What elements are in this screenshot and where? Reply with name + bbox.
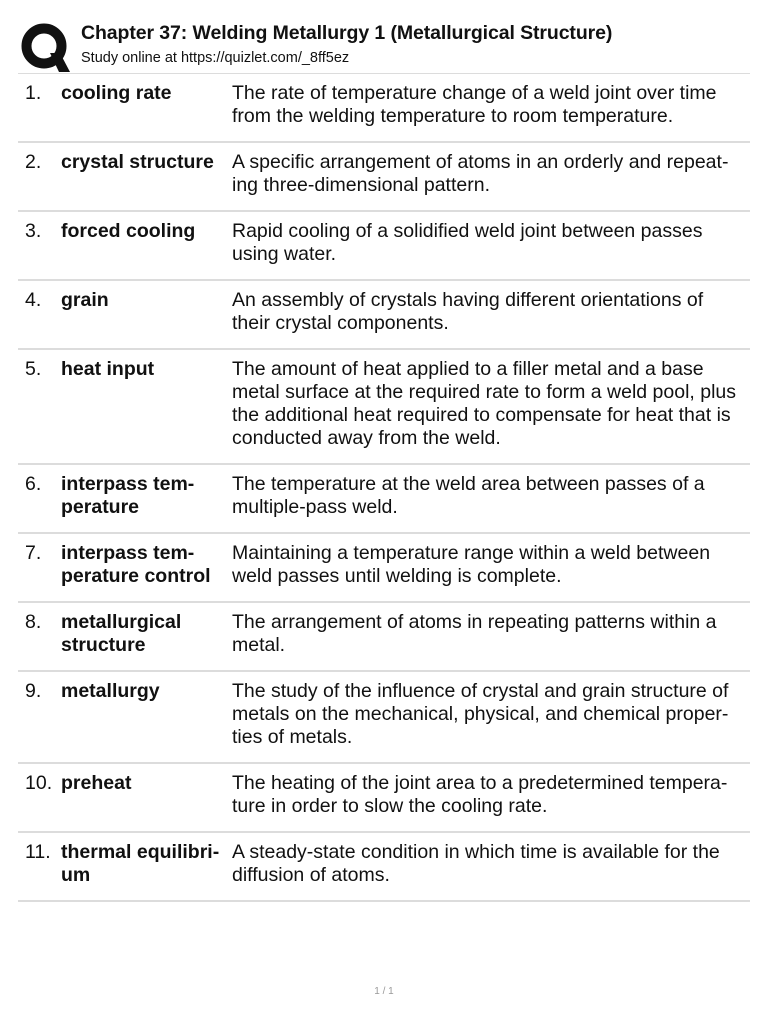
term-number: 5.: [25, 358, 42, 380]
term-number: 6.: [25, 473, 42, 495]
term-list: [18, 73, 750, 902]
term-number: 1.: [25, 82, 42, 104]
term-name: heat input: [61, 358, 155, 380]
term-name: forced cooling: [61, 220, 196, 242]
term-definition: The rate of temperature change of a weld joint over time from the welding temperature to room temperature.: [232, 82, 717, 127]
page-title: Chapter 37: Welding Metallurgy 1 (Metallurgical Structure): [81, 22, 613, 44]
term-row: [18, 281, 750, 350]
term-number: 7.: [25, 542, 42, 564]
term-number: 4.: [25, 289, 42, 311]
term-row: [18, 350, 750, 465]
term-number: 9.: [25, 680, 42, 702]
term-definition: Rapid cooling of a solidified weld joint between passes using water.: [232, 220, 703, 265]
term-name: interpass tem-perature control: [61, 542, 211, 587]
term-number: 8.: [25, 611, 42, 633]
term-name: metallurgy: [61, 680, 160, 702]
term-name: metallurgical structure: [61, 611, 182, 656]
term-name: thermal equilibri-um: [61, 841, 220, 886]
term-name: preheat: [61, 772, 132, 794]
document-header: [20, 18, 750, 74]
term-number: 2.: [25, 151, 42, 173]
term-row: [18, 465, 750, 534]
term-row: [18, 212, 750, 281]
term-name: cooling rate: [61, 82, 172, 104]
term-name: interpass tem-perature: [61, 473, 195, 518]
term-row: [18, 534, 750, 603]
term-definition: The heating of the joint area to a predetermined tempera-ture in order to slow the cooling rate.: [232, 772, 728, 817]
term-definition: The temperature at the weld area between passes of a multiple-pass weld.: [232, 473, 705, 518]
term-definition: The arrangement of atoms in repeating patterns within a metal.: [232, 611, 717, 656]
term-definition: An assembly of crystals having different orientations of their crystal components.: [232, 289, 704, 334]
term-row: [18, 833, 750, 902]
page-subtitle: Study online at https://quizlet.com/_8ff5ez: [81, 50, 350, 66]
term-definition: Maintaining a temperature range within a weld between weld passes until welding is complete.: [232, 542, 711, 587]
term-definition: The amount of heat applied to a filler metal and a base metal surface at the required rate to form a weld pool, plus the additional heat required to compensate for heat that is conducted away from the weld.: [232, 358, 737, 449]
term-definition: The study of the influence of crystal and grain structure of metals on the mechanical, physical, and chemical proper-ties of metals.: [232, 680, 729, 748]
term-number: 11.: [25, 841, 51, 863]
quizlet-logo-icon: [20, 22, 70, 72]
term-name: grain: [61, 289, 109, 311]
term-row: [18, 74, 750, 143]
term-definition: A steady-state condition in which time is available for the diffusion of atoms.: [232, 841, 720, 886]
page-indicator: 1 / 1: [374, 986, 394, 997]
term-row: [18, 603, 750, 672]
term-number: 3.: [25, 220, 42, 242]
term-name: crystal structure: [61, 151, 214, 173]
term-row: [18, 672, 750, 764]
term-row: [18, 764, 750, 833]
term-number: 10.: [25, 772, 53, 794]
term-row: [18, 143, 750, 212]
term-definition: A specific arrangement of atoms in an orderly and repeat-ing three-dimensional pattern.: [232, 151, 729, 196]
